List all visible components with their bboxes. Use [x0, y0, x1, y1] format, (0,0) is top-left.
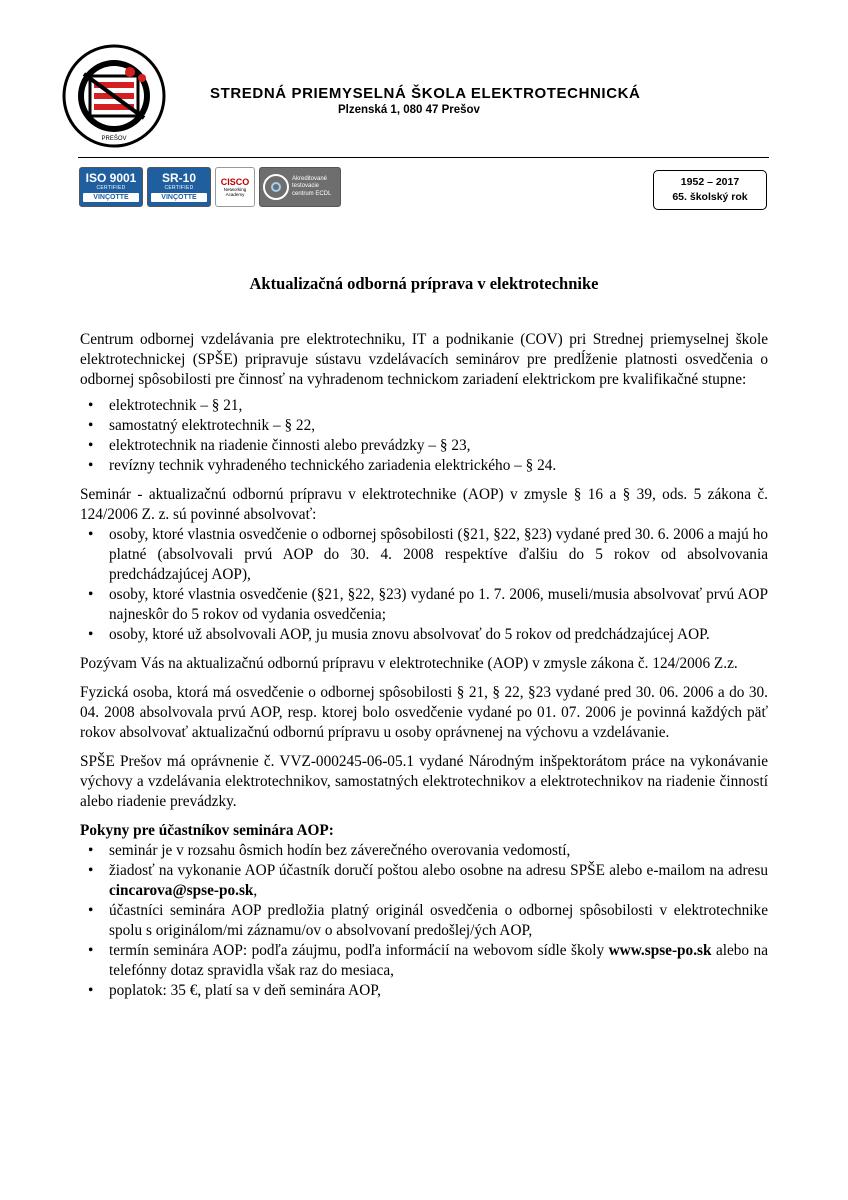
year-range: 1952 – 2017	[680, 176, 740, 188]
sr10-badge: SR-10 CERTIFIED VINÇOTTE	[147, 167, 211, 207]
authorization-paragraph: SPŠE Prešov má oprávnenie č. VVZ-000245-06-05.1 vydané Národným inšpektorátom práce na vykonávanie výchovy a vzdelávania elektrotechnikov, samostatných elektrotechnikov a elektrotechnikov na riadenie činností alebo riadenie prevádzky.	[80, 753, 768, 810]
cisco-academy-badge: CISCO Networking Academy	[215, 167, 255, 207]
grades-list	[80, 396, 768, 476]
invite-paragraph: Pozývam Vás na aktualizačnú odbornú prípravu v elektrotechnike (AOP) v zmysle zákona č. 124/2006 Z.z.	[80, 655, 738, 672]
school-year: 65. školský rok	[672, 191, 748, 203]
list-item: • žiadosť na vykonanie AOP účastník doručí poštou alebo osobne na adresu SPŠE alebo e-mailom na adresu cincarova@spse-po.sk,	[80, 861, 768, 901]
list-item: • elektrotechnik – § 21,	[80, 396, 768, 416]
certification-badges	[79, 167, 341, 209]
list-item: • termín seminára AOP: podľa záujmu, podľa informácií na webovom sídle školy www.spse-po.sk alebo na telefónny dotaz spravidla však raz do mesiaca,	[80, 941, 768, 981]
list-item: • seminár je v rozsahu ôsmich hodín bez záverečného overovania vedomostí,	[80, 841, 768, 861]
ecdl-badge: Akreditované testovacie centrum ECDL	[259, 167, 341, 207]
school-name: STREDNÁ PRIEMYSELNÁ ŠKOLA ELEKTROTECHNICKÁ	[210, 85, 641, 102]
header-divider	[78, 157, 769, 158]
svg-text:PREŠOV: PREŠOV	[101, 136, 127, 142]
document-body	[80, 330, 768, 1010]
document-title: Aktualizačná odborná príprava v elektrotechnike	[249, 274, 599, 293]
list-item: • elektrotechnik na riadenie činnosti alebo prevádzky – § 23,	[80, 436, 768, 456]
website-link[interactable]: www.spse-po.sk	[608, 942, 712, 959]
list-item: • osoby, ktoré už absolvovali AOP, ju musia znovu absolvovať do 5 rokov od predchádzajúcej AOP.	[80, 625, 768, 645]
list-item: • poplatok: 35 €, platí sa v deň seminára AOP,	[80, 981, 768, 1001]
school-logo	[50, 44, 178, 148]
list-item: • revízny technik vyhradeného technického zariadenia elektrického – § 24.	[80, 456, 768, 476]
intro-paragraph: Centrum odbornej vzdelávania pre elektrotechniku, IT a podnikanie (COV) pri Strednej priemyselnej škole elektrotechnickej (SPŠE) pripravuje sústavu vzdelávacích seminárov pre predĺženie platnosti osvedčenia o odbornej spôsobilosti pre činnosť na vyhradenom technickom zariadení elektrickom pre kvalifikačné stupne:	[80, 331, 768, 388]
email-link[interactable]: cincarova@spse-po.sk	[109, 882, 254, 899]
school-address: Plzenská 1, 080 47 Prešov	[338, 104, 480, 116]
obligation-intro: Seminár - aktualizačnú odbornú prípravu v elektrotechnike (AOP) v zmysle § 16 a § 39, ods. 5 zákona č. 124/2006 Z. z. sú povinné absolvovať:	[80, 486, 768, 523]
obligations-list	[80, 525, 768, 645]
ecdl-icon	[263, 174, 289, 200]
anniversary-box	[653, 170, 767, 210]
list-item: • účastníci seminára AOP predložia platný originál osvedčenia o odbornej spôsobilosti v elektrotechnike spolu s originálom/mi záznamu/ov o absolvovaní predošlej/ých AOP,	[80, 901, 768, 941]
physical-person-paragraph: Fyzická osoba, ktorá má osvedčenie o odbornej spôsobilosti § 21, § 22, §23 vydané pred 30. 06. 2006 a do 30. 04. 2008 absolvovala prvú AOP, resp. ktorej bolo osvedčenie vydané po 01. 07. 2006 je povinná každých päť rokov absolvovať aktualizačnú odbornú prípravu u osoby oprávnenej na výchovu a vzdelávanie.	[80, 684, 768, 741]
instructions-list	[80, 841, 768, 1001]
list-item: • samostatný elektrotechnik – § 22,	[80, 416, 768, 436]
iso9001-badge: ISO 9001 CERTIFIED VINÇOTTE	[79, 167, 143, 207]
instructions-heading: Pokyny pre účastníkov seminára AOP:	[80, 822, 334, 839]
list-item: • osoby, ktoré vlastnia osvedčenie o odbornej spôsobilosti (§21, §22, §23) vydané pred 30. 6. 2006 a majú ho platné (absolvovali prvú AOP do 30. 4. 2008 respektíve ďalšiu do 5 rokov od absolvovania predchádzajúcej AOP),	[80, 525, 768, 585]
list-item: • osoby, ktoré vlastnia osvedčenie (§21, §22, §23) vydané po 1. 7. 2006, museli/musia absolvovať prvú AOP najneskôr do 5 rokov od vydania osvedčenia;	[80, 585, 768, 625]
